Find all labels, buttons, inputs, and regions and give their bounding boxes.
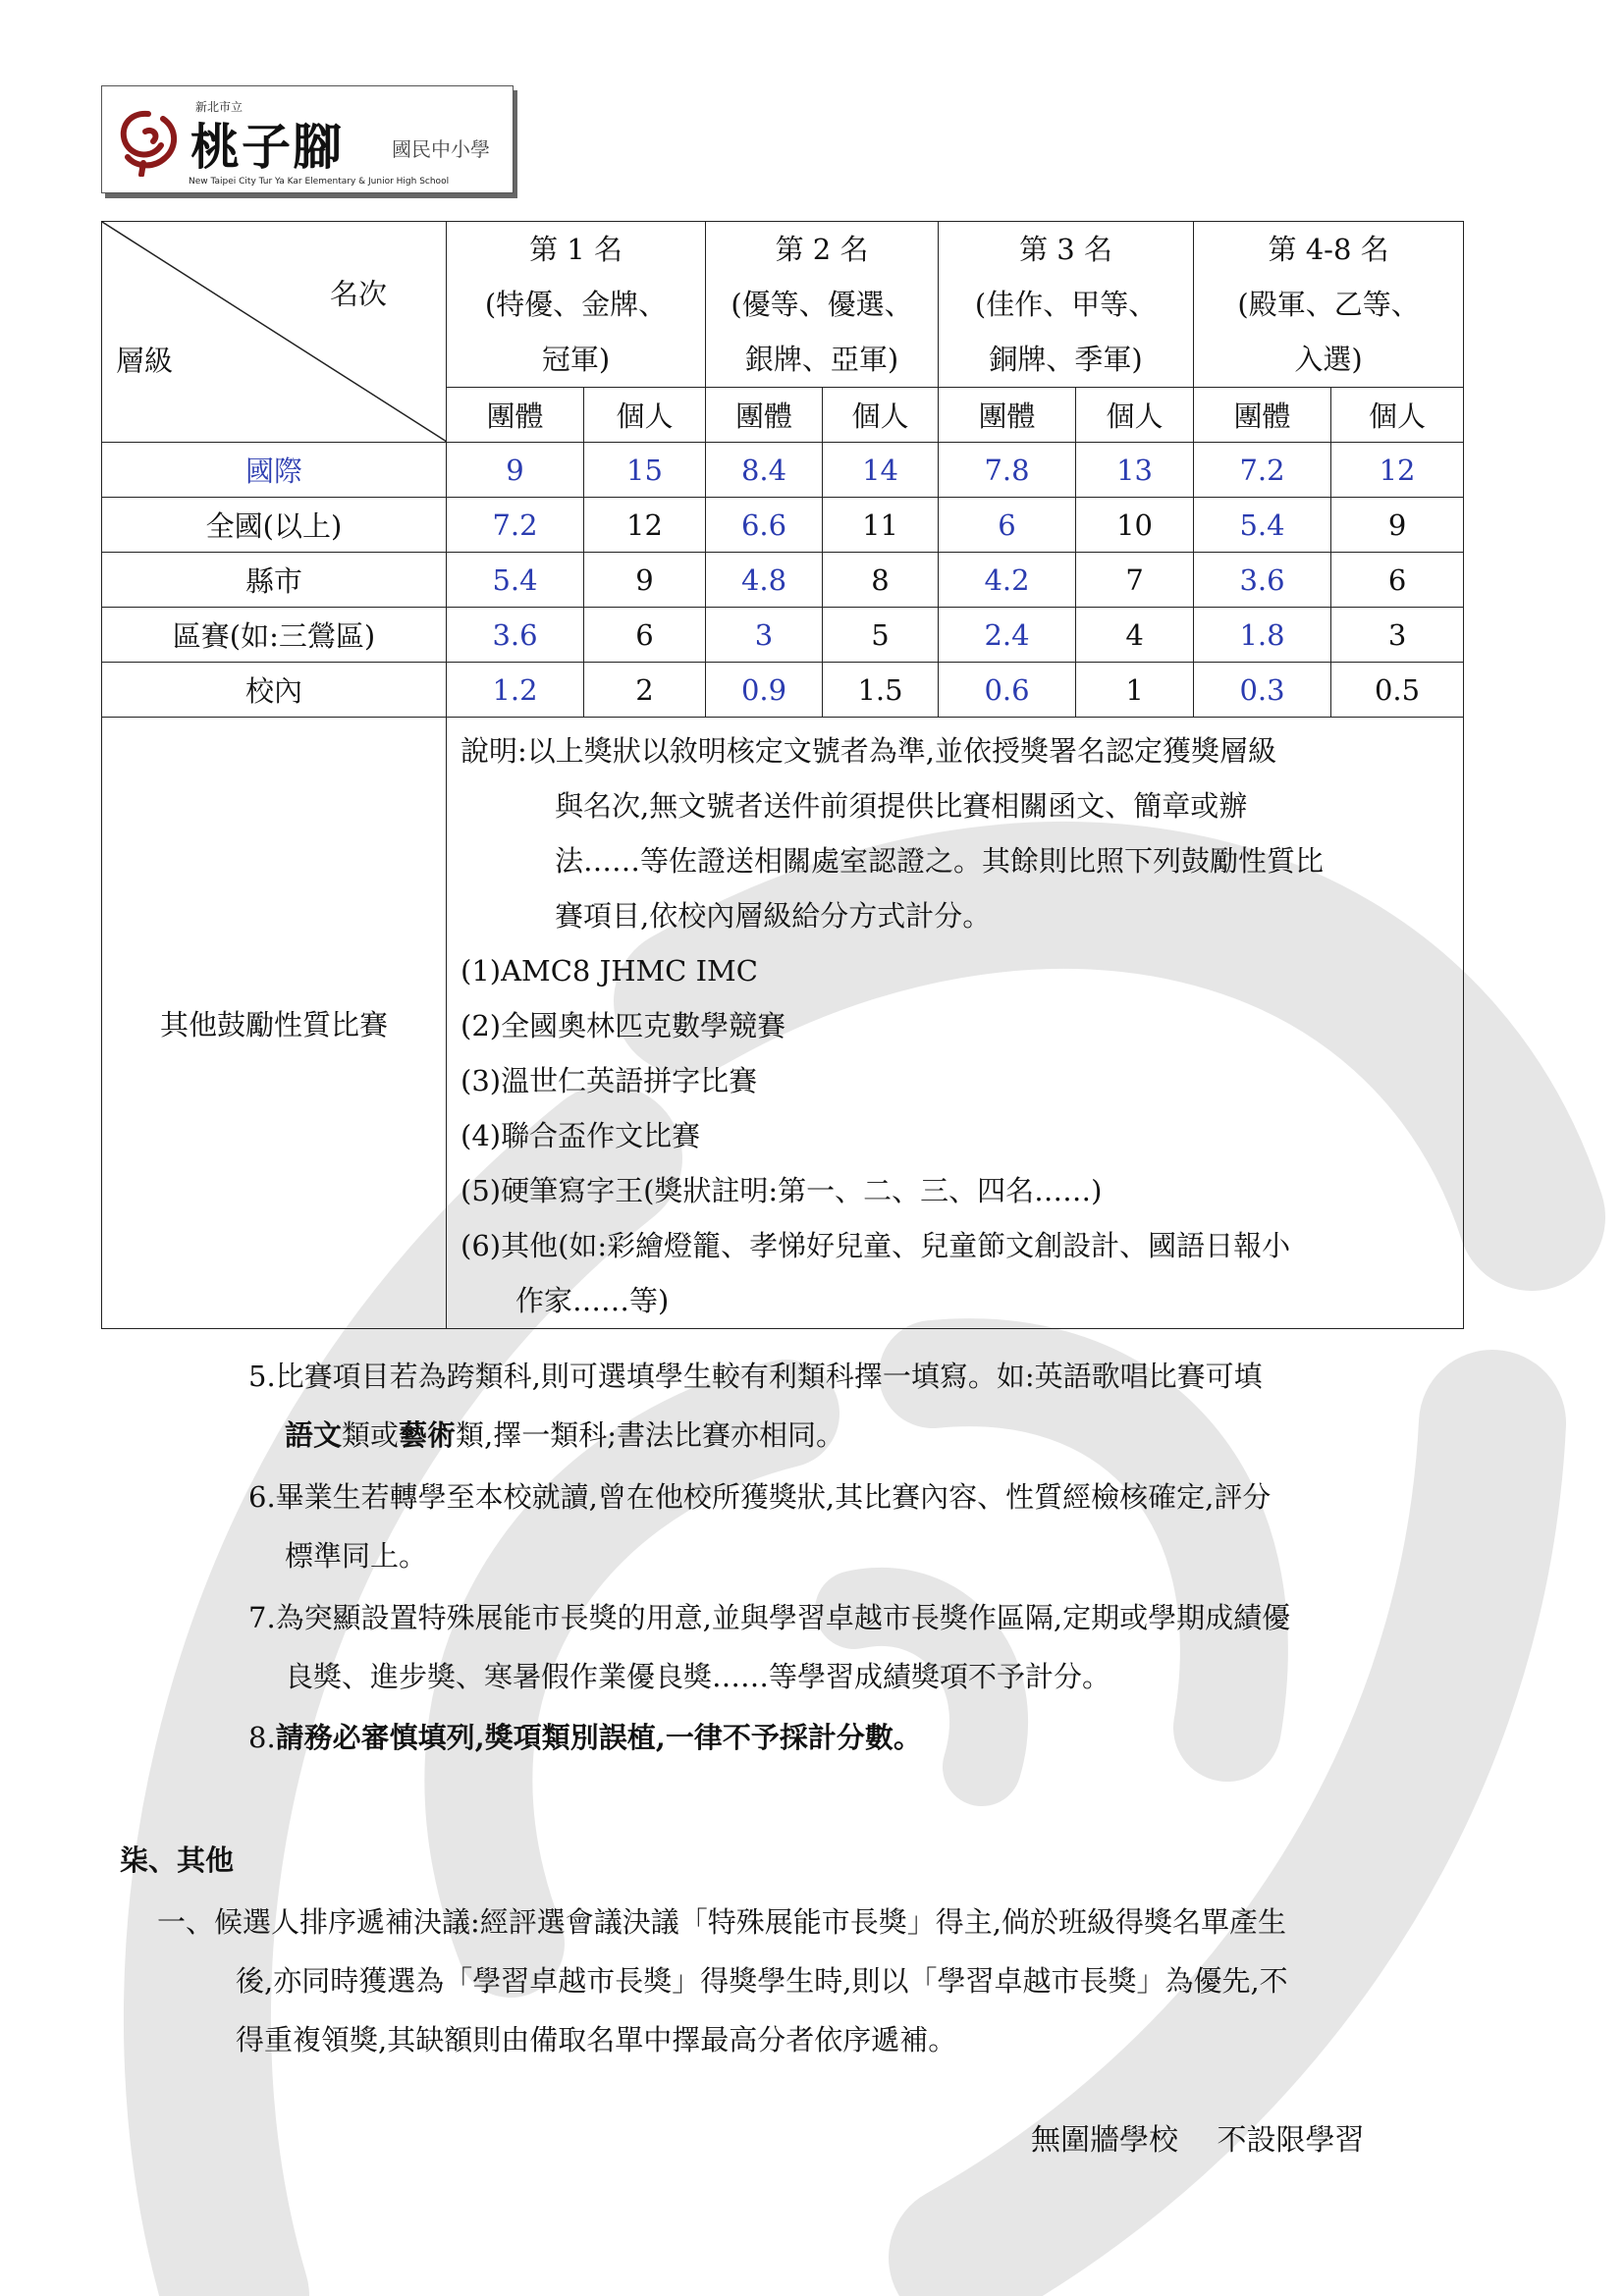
score-cell: 0.3 [1194,663,1331,718]
item-5-text: 類或 [342,1418,400,1452]
logo-english-name: New Taipei City Tur Ya Kar Elementary & Junior High School [189,177,450,187]
item-6-line2: 標準同上。 [285,1539,428,1573]
section-para-line1: 一、候選人排序遞補決議:經評選會議決議「特殊展能市長獎」得主,倘於班級得獎名單產生 [157,1905,1286,1939]
sub-header-individual: 個人 [1331,388,1464,443]
item-5-text: 類,擇一類科;書法比賽亦相同。 [456,1418,845,1452]
item-8 [248,1708,922,1767]
competition-item: (1)AMC8 JHMC IMC [460,954,758,988]
rank-1-title: 第 1 名 [529,233,623,266]
score-cell: 9 [584,553,706,608]
item-5-bold-language: 語文 [285,1418,343,1452]
item-5-line2 [285,1406,844,1465]
score-cell: 3.6 [447,608,584,663]
score-cell: 13 [1076,443,1194,498]
logo-school-type: 國民中小學 [392,137,490,161]
item-8-number: 8. [248,1721,276,1754]
score-cell: 7.2 [1194,443,1331,498]
sub-header-group: 團體 [706,388,823,443]
competition-item: 作家……等) [515,1284,670,1317]
corner-cell [102,222,447,443]
score-cell: 0.6 [939,663,1076,718]
corner-rank-label: 名次 [329,277,387,311]
score-cell: 5.4 [447,553,584,608]
sub-header-individual: 個人 [584,388,706,443]
item-7-line2: 良獎、進步獎、寒暑假作業優良獎……等學習成績獎項不予計分。 [285,1660,1111,1693]
item-8-bold-text: 請務必審慎填列,獎項類別誤植,一律不予採計分數。 [275,1721,922,1754]
score-cell: 9 [447,443,584,498]
rank-2-desc2: 銀牌、亞軍) [744,343,899,376]
score-cell: 3 [706,608,823,663]
score-cell: 6 [1331,553,1464,608]
rank-3-desc2: 銅牌、季軍) [989,343,1143,376]
score-cell: 4.2 [939,553,1076,608]
score-cell: 14 [823,443,939,498]
table-row [102,553,1464,608]
score-cell: 8.4 [706,443,823,498]
logo-name: 桃子腳 [190,118,344,176]
competition-item: (4)聯合盃作文比賽 [460,1119,701,1152]
logo-city: 新北市立 [195,100,244,114]
score-cell: 1 [1076,663,1194,718]
competition-item: (6)其他(如:彩繪燈籠、孝悌好兒童、兒童節文創設計、國語日報小 [460,1229,1291,1262]
score-cell: 8 [823,553,939,608]
competition-item: (2)全國奧林匹克數學競賽 [460,1009,786,1042]
score-cell: 2.4 [939,608,1076,663]
corner-level-label: 層級 [116,344,174,378]
score-cell: 10 [1076,498,1194,553]
rank-3-desc: (佳作、甲等、 [974,288,1158,321]
sub-header-individual: 個人 [1076,388,1194,443]
section-para-line3: 得重複領獎,其缺額則由備取名單中擇最高分者依序遞補。 [236,2023,957,2056]
table-row [102,608,1464,663]
score-cell: 1.2 [447,663,584,718]
rank-3-title: 第 3 名 [1019,233,1112,266]
table-row [102,443,1464,498]
score-cell: 1.5 [823,663,939,718]
rank-2-title: 第 2 名 [775,233,869,266]
score-cell: 9 [1331,498,1464,553]
sub-header-group: 團體 [1194,388,1331,443]
score-cell: 3 [1331,608,1464,663]
rank-1-desc2: 冠軍) [541,343,611,376]
rank-header-3 [939,222,1194,388]
score-cell: 7 [1076,553,1194,608]
score-cell: 5.4 [1194,498,1331,553]
notes-cell [447,718,1464,1329]
score-cell: 0.5 [1331,663,1464,718]
score-cell: 3.6 [1194,553,1331,608]
table-row [102,663,1464,718]
score-cell: 1.8 [1194,608,1331,663]
note-line: 賽項目,依校內層級給分方式計分。 [555,899,992,933]
note-line: 與名次,無文號者送件前須提供比賽相關函文、簡章或辦 [555,789,1248,823]
score-cell: 6.6 [706,498,823,553]
section-title: 柒、其他 [120,1843,235,1877]
score-cell: 5 [823,608,939,663]
score-cell: 0.9 [706,663,823,718]
score-cell: 4 [1076,608,1194,663]
score-cell: 6 [939,498,1076,553]
note-line: 說明:以上獎狀以敘明核定文號者為準,並依授獎署名認定獲獎層級 [460,734,1276,768]
level-label: 國際 [102,443,447,498]
flower-emblem-icon [114,104,183,177]
sub-header-individual: 個人 [823,388,939,443]
level-label: 校內 [102,663,447,718]
table-row [102,498,1464,553]
level-label: 區賽(如:三鶯區) [102,608,447,663]
competition-item: (5)硬筆寫字王(獎狀註明:第一、二、三、四名……) [460,1174,1103,1207]
rank-header-4-8 [1194,222,1464,388]
sub-header-group: 團體 [447,388,584,443]
score-cell: 6 [584,608,706,663]
item-6-line1: 6.畢業生若轉學至本校就讀,曾在他校所獲獎狀,其比賽內容、性質經檢核確定,評分 [248,1480,1272,1514]
rank-header-2 [706,222,939,388]
score-cell: 2 [584,663,706,718]
score-cell: 4.8 [706,553,823,608]
level-label: 全國(以上) [102,498,447,553]
rank-1-desc: (特優、金牌、 [484,288,668,321]
school-motto: 無圍牆學校 不設限學習 [1031,2123,1365,2158]
rank-4-desc2: 入選) [1294,343,1363,376]
school-logo [101,85,514,193]
score-cell: 15 [584,443,706,498]
section-para-line2: 後,亦同時獲選為「學習卓越市長獎」得獎學生時,則以「學習卓越市長獎」為優先,不 [236,1964,1288,1998]
item-7-line1: 7.為突顯設置特殊展能市長獎的用意,並與學習卓越市長獎作區隔,定期或學期成績優 [248,1601,1291,1634]
award-score-table [101,221,1464,1329]
score-cell: 7.2 [447,498,584,553]
competition-item: (3)溫世仁英語拼字比賽 [460,1064,758,1097]
corner-diagonal [102,222,447,442]
note-line: 法……等佐證送相關處室認證之。其餘則比照下列鼓勵性質比 [555,844,1325,878]
other-competitions-row [102,718,1464,1329]
score-cell: 7.8 [939,443,1076,498]
score-cell: 12 [1331,443,1464,498]
rank-4-title: 第 4-8 名 [1268,233,1389,266]
item-5-bold-art: 藝術 [399,1418,457,1452]
score-cell: 12 [584,498,706,553]
rank-2-desc: (優等、優選、 [731,288,913,321]
other-competitions-label: 其他鼓勵性質比賽 [102,718,447,1329]
sub-header-group: 團體 [939,388,1076,443]
rank-4-desc: (殿軍、乙等、 [1237,288,1420,321]
item-5-line1: 5.比賽項目若為跨類科,則可選填學生較有利類科擇一填寫。如:英語歌唱比賽可填 [248,1360,1263,1393]
level-label: 縣市 [102,553,447,608]
score-cell: 11 [823,498,939,553]
rank-header-1 [447,222,706,388]
